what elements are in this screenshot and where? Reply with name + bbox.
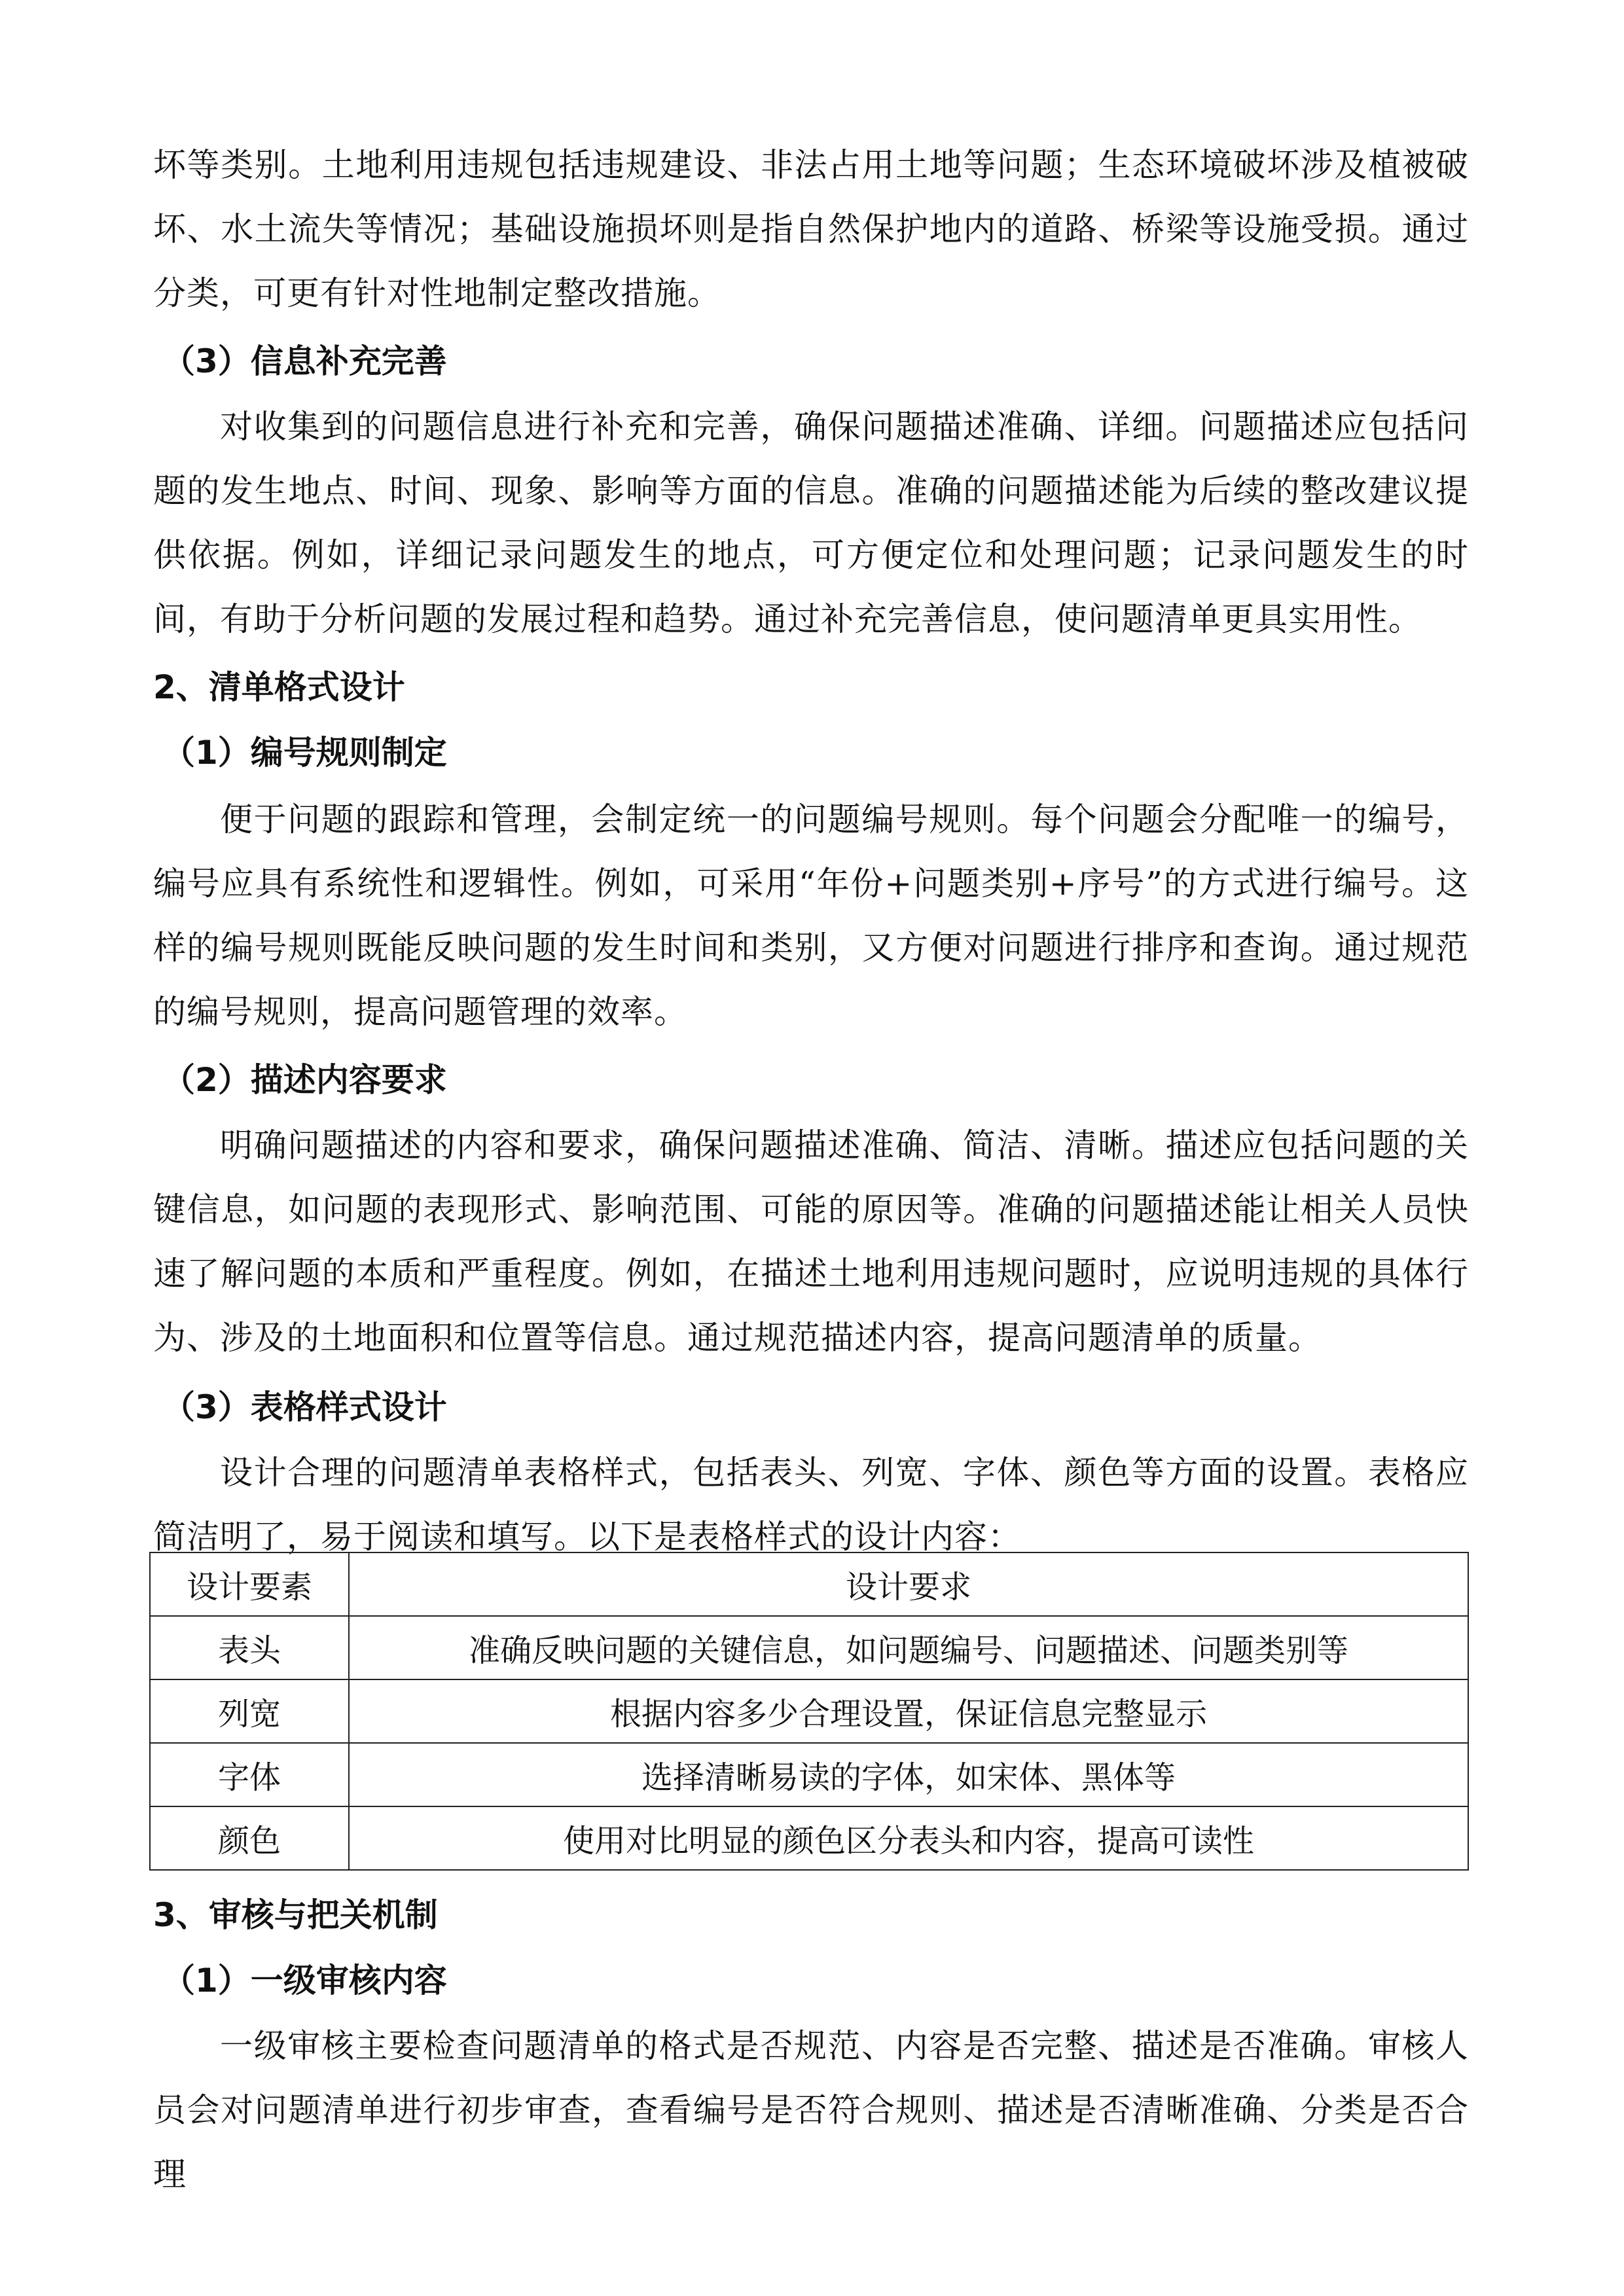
- section-3-heading: （3）信息补充完善: [162, 342, 447, 380]
- table-row: [150, 1679, 1468, 1743]
- continuation-paragraph: 坏等类别。土地利用违规包括违规建设、非法占用土地等问题；生态环境破坏涉及植被破坏、水土流失等情况；基础设施损坏则是指自然保护地内的道路、桥梁等设施受损。通过分类，可更有针对性地制定整改措施。: [153, 146, 1469, 312]
- paragraph-2-3: 设计合理的问题清单表格样式，包括表头、列宽、字体、颜色等方面的设置。表格应简洁明了，易于阅读和填写。以下是表格样式的设计内容：: [153, 1454, 1469, 1556]
- table-row: [150, 1806, 1468, 1870]
- heading-2-3: （3）表格样式设计: [162, 1388, 447, 1426]
- design-table: [149, 1552, 1469, 1871]
- table-header-cell: 设计要素: [150, 1552, 349, 1616]
- table-cell: 表头: [150, 1616, 349, 1679]
- heading-2-2: （2）描述内容要求: [162, 1061, 447, 1099]
- table-row: [150, 1743, 1468, 1806]
- table-cell: 颜色: [150, 1806, 349, 1870]
- table-cell: 使用对比明显的颜色区分表头和内容，提高可读性: [349, 1806, 1468, 1870]
- table-cell: 字体: [150, 1743, 349, 1806]
- section-3-paragraph: 对收集到的问题信息进行补充和完善，确保问题描述准确、详细。问题描述应包括问题的发生地点、时间、现象、影响等方面的信息。准确的问题描述能为后续的整改建议提供依据。例如，详细记录问题发生的地点，可方便定位和处理问题；记录问题发生的时间，有助于分析问题的发展过程和趋势。通过补充完善信息，使问题清单更具实用性。: [153, 408, 1469, 638]
- table-header-cell: 设计要求: [349, 1552, 1468, 1616]
- table-cell: 根据内容多少合理设置，保证信息完整显示: [349, 1679, 1468, 1743]
- heading-3: 3、审核与把关机制: [153, 1896, 438, 1934]
- table-header-row: [150, 1552, 1468, 1616]
- heading-2: 2、清单格式设计: [153, 668, 405, 706]
- heading-3-1: （1）一级审核内容: [162, 1962, 447, 2000]
- paragraph-2-1: 便于问题的跟踪和管理，会制定统一的问题编号规则。每个问题会分配唯一的编号，编号应具有系统性和逻辑性。例如，可采用“年份+问题类别+序号”的方式进行编号。这样的编号规则既能反映问题的发生时间和类别，又方便对问题进行排序和查询。通过规范的编号规则，提高问题管理的效率。: [153, 800, 1469, 1031]
- table-cell: 列宽: [150, 1679, 349, 1743]
- table-row: [150, 1616, 1468, 1679]
- paragraph-2-2: 明确问题描述的内容和要求，确保问题描述准确、简洁、清晰。描述应包括问题的关键信息，如问题的表现形式、影响范围、可能的原因等。准确的问题描述能让相关人员快速了解问题的本质和严重程度。例如，在描述土地利用违规问题时，应说明违规的具体行为、涉及的土地面积和位置等信息。通过规范描述内容，提高问题清单的质量。: [153, 1126, 1469, 1357]
- heading-2-1: （1）编号规则制定: [162, 734, 447, 772]
- paragraph-3-1: 一级审核主要检查问题清单的格式是否规范、内容是否完整、描述是否准确。审核人员会对问题清单进行初步审查，查看编号是否符合规则、描述是否清晰准确、分类是否合理: [153, 2027, 1469, 2193]
- table-cell: 选择清晰易读的字体，如宋体、黑体等: [349, 1743, 1468, 1806]
- table-cell: 准确反映问题的关键信息，如问题编号、问题描述、问题类别等: [349, 1616, 1468, 1679]
